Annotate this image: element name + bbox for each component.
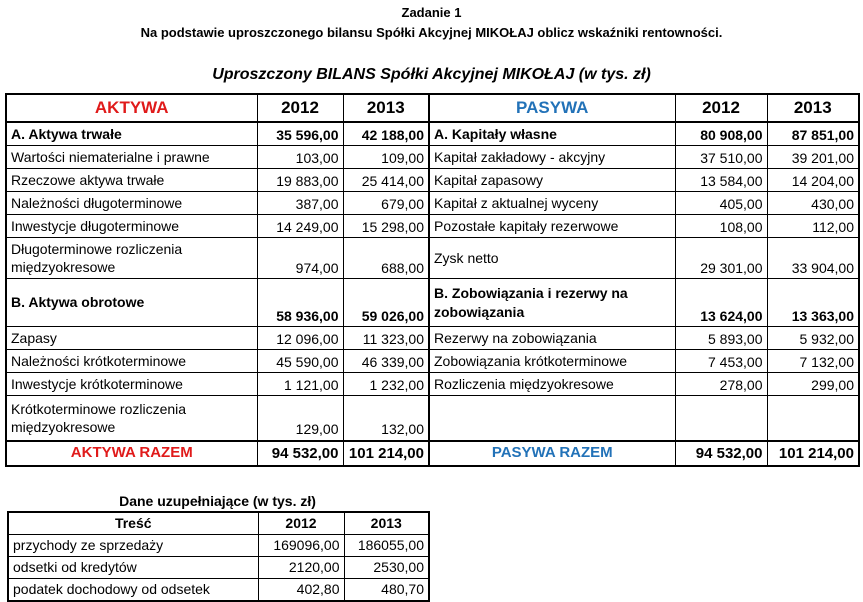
pasywa-value-2013: 33 904,00	[767, 238, 859, 279]
balance-row	[6, 169, 859, 192]
supp-value-2013: 480,70	[344, 578, 429, 601]
supplementary-table	[7, 511, 430, 602]
aktywa-value-2013: 11 323,00	[343, 327, 429, 350]
aktywa-item-label: Zapasy	[6, 327, 257, 350]
pasywa-value-2012: 80 908,00	[675, 122, 767, 146]
balance-row	[6, 238, 859, 279]
aktywa-total-2013: 101 214,00	[343, 441, 429, 466]
page-subtitle: Na podstawie uproszczonego bilansu Spółki Akcyjnej MIKOŁAJ oblicz wskaźniki rentowności.	[140, 25, 723, 40]
balance-row	[6, 122, 859, 146]
page-title: Zadanie 1	[401, 5, 462, 20]
pasywa-value-2013: 39 201,00	[767, 146, 859, 169]
balance-row	[6, 327, 859, 350]
supp-year-2013-header: 2013	[344, 512, 429, 535]
pasywa-item-label: Zysk netto	[429, 238, 675, 279]
balance-table-title: Uproszczony BILANS Spółki Akcyjnej MIKOŁAJ (w tys. zł)	[212, 66, 651, 83]
aktywa-item-label: Należności długoterminowe	[6, 192, 257, 215]
aktywa-year-2013-header: 2013	[343, 94, 429, 122]
pasywa-item-label: Rozliczenia międzyokresowe	[429, 373, 675, 396]
pasywa-value-2013: 7 132,00	[767, 350, 859, 373]
aktywa-value-2013: 109,00	[343, 146, 429, 169]
aktywa-value-2012: 58 936,00	[257, 279, 343, 327]
aktywa-item-label: Wartości niematerialne i prawne	[6, 146, 257, 169]
pasywa-value-2013	[767, 396, 859, 441]
aktywa-value-2012: 129,00	[257, 396, 343, 441]
pasywa-item-label: Kapitał zapasowy	[429, 169, 675, 192]
supplementary-header-row	[8, 512, 429, 535]
aktywa-value-2012: 45 590,00	[257, 350, 343, 373]
aktywa-value-2013: 688,00	[343, 238, 429, 279]
supplementary-row	[8, 556, 429, 578]
pasywa-value-2012: 108,00	[675, 215, 767, 238]
balance-table	[5, 93, 860, 467]
balance-row	[6, 396, 859, 441]
aktywa-value-2012: 974,00	[257, 238, 343, 279]
balance-row	[6, 279, 859, 327]
pasywa-item-label: Kapitał zakładowy - akcyjny	[429, 146, 675, 169]
supp-item-label: odsetki od kredytów	[8, 556, 258, 578]
aktywa-value-2012: 387,00	[257, 192, 343, 215]
supplementary-title: Dane uzupełniające (w tys. zł)	[119, 492, 316, 509]
pasywa-value-2013: 5 932,00	[767, 327, 859, 350]
supp-value-2012: 169096,00	[258, 534, 344, 556]
aktywa-value-2012: 103,00	[257, 146, 343, 169]
pasywa-total-2012: 94 532,00	[675, 441, 767, 466]
aktywa-value-2012: 35 596,00	[257, 122, 343, 146]
pasywa-value-2012: 29 301,00	[675, 238, 767, 279]
pasywa-value-2013: 13 363,00	[767, 279, 859, 327]
supp-value-2012: 402,80	[258, 578, 344, 601]
balance-row	[6, 192, 859, 215]
pasywa-value-2013: 112,00	[767, 215, 859, 238]
aktywa-value-2013: 25 414,00	[343, 169, 429, 192]
aktywa-item-label: Długoterminowe rozliczenia międzyokresowe	[6, 238, 257, 279]
balance-total-row	[6, 441, 859, 466]
pasywa-value-2012: 13 624,00	[675, 279, 767, 327]
pasywa-item-label	[429, 396, 675, 441]
pasywa-value-2012	[675, 396, 767, 441]
aktywa-item-label: Krótkoterminowe rozliczenia międzyokresowe	[6, 396, 257, 441]
aktywa-item-label: Należności krótkoterminowe	[6, 350, 257, 373]
aktywa-value-2012: 1 121,00	[257, 373, 343, 396]
supp-value-2013: 186055,00	[344, 534, 429, 556]
supp-item-label: przychody ze sprzedaży	[8, 534, 258, 556]
aktywa-value-2012: 14 249,00	[257, 215, 343, 238]
pasywa-value-2012: 13 584,00	[675, 169, 767, 192]
aktywa-value-2013: 42 188,00	[343, 122, 429, 146]
balance-row	[6, 373, 859, 396]
pasywa-header: PASYWA	[429, 94, 675, 122]
balance-row	[6, 215, 859, 238]
aktywa-total-label: AKTYWA RAZEM	[6, 441, 257, 466]
pasywa-value-2012: 37 510,00	[675, 146, 767, 169]
pasywa-value-2012: 278,00	[675, 373, 767, 396]
supplementary-section	[0, 493, 863, 602]
aktywa-item-label: A. Aktywa trwałe	[6, 122, 257, 146]
pasywa-total-2013: 101 214,00	[767, 441, 859, 466]
aktywa-total-2012: 94 532,00	[257, 441, 343, 466]
balance-row	[6, 146, 859, 169]
pasywa-item-label: A. Kapitały własne	[429, 122, 675, 146]
aktywa-value-2013: 679,00	[343, 192, 429, 215]
pasywa-value-2012: 7 453,00	[675, 350, 767, 373]
aktywa-item-label: Inwestycje długoterminowe	[6, 215, 257, 238]
aktywa-value-2013: 132,00	[343, 396, 429, 441]
pasywa-total-label: PASYWA RAZEM	[429, 441, 675, 466]
pasywa-item-label: Zobowiązania krótkoterminowe	[429, 350, 675, 373]
aktywa-year-2012-header: 2012	[257, 94, 343, 122]
pasywa-value-2012: 5 893,00	[675, 327, 767, 350]
pasywa-item-label: Kapitał z aktualnej wyceny	[429, 192, 675, 215]
pasywa-value-2012: 405,00	[675, 192, 767, 215]
balance-row	[6, 350, 859, 373]
aktywa-value-2012: 12 096,00	[257, 327, 343, 350]
pasywa-item-label: B. Zobowiązania i rezerwy na zobowiązania	[429, 279, 675, 327]
aktywa-header: AKTYWA	[6, 94, 257, 122]
pasywa-item-label: Rezerwy na zobowiązania	[429, 327, 675, 350]
aktywa-value-2013: 59 026,00	[343, 279, 429, 327]
aktywa-item-label: B. Aktywa obrotowe	[6, 279, 257, 327]
aktywa-value-2012: 19 883,00	[257, 169, 343, 192]
aktywa-item-label: Rzeczowe aktywa trwałe	[6, 169, 257, 192]
aktywa-value-2013: 46 339,00	[343, 350, 429, 373]
pasywa-year-2012-header: 2012	[675, 94, 767, 122]
supplementary-row	[8, 578, 429, 601]
pasywa-value-2013: 14 204,00	[767, 169, 859, 192]
aktywa-value-2013: 1 232,00	[343, 373, 429, 396]
pasywa-value-2013: 430,00	[767, 192, 859, 215]
balance-header-row	[6, 94, 859, 122]
aktywa-item-label: Inwestycje krótkoterminowe	[6, 373, 257, 396]
supp-value-2013: 2530,00	[344, 556, 429, 578]
supp-content-header: Treść	[8, 512, 258, 535]
supplementary-row	[8, 534, 429, 556]
supp-value-2012: 2120,00	[258, 556, 344, 578]
supp-year-2012-header: 2012	[258, 512, 344, 535]
pasywa-year-2013-header: 2013	[767, 94, 859, 122]
pasywa-value-2013: 87 851,00	[767, 122, 859, 146]
pasywa-value-2013: 299,00	[767, 373, 859, 396]
aktywa-value-2013: 15 298,00	[343, 215, 429, 238]
supp-item-label: podatek dochodowy od odsetek	[8, 578, 258, 601]
pasywa-item-label: Pozostałe kapitały rezerwowe	[429, 215, 675, 238]
